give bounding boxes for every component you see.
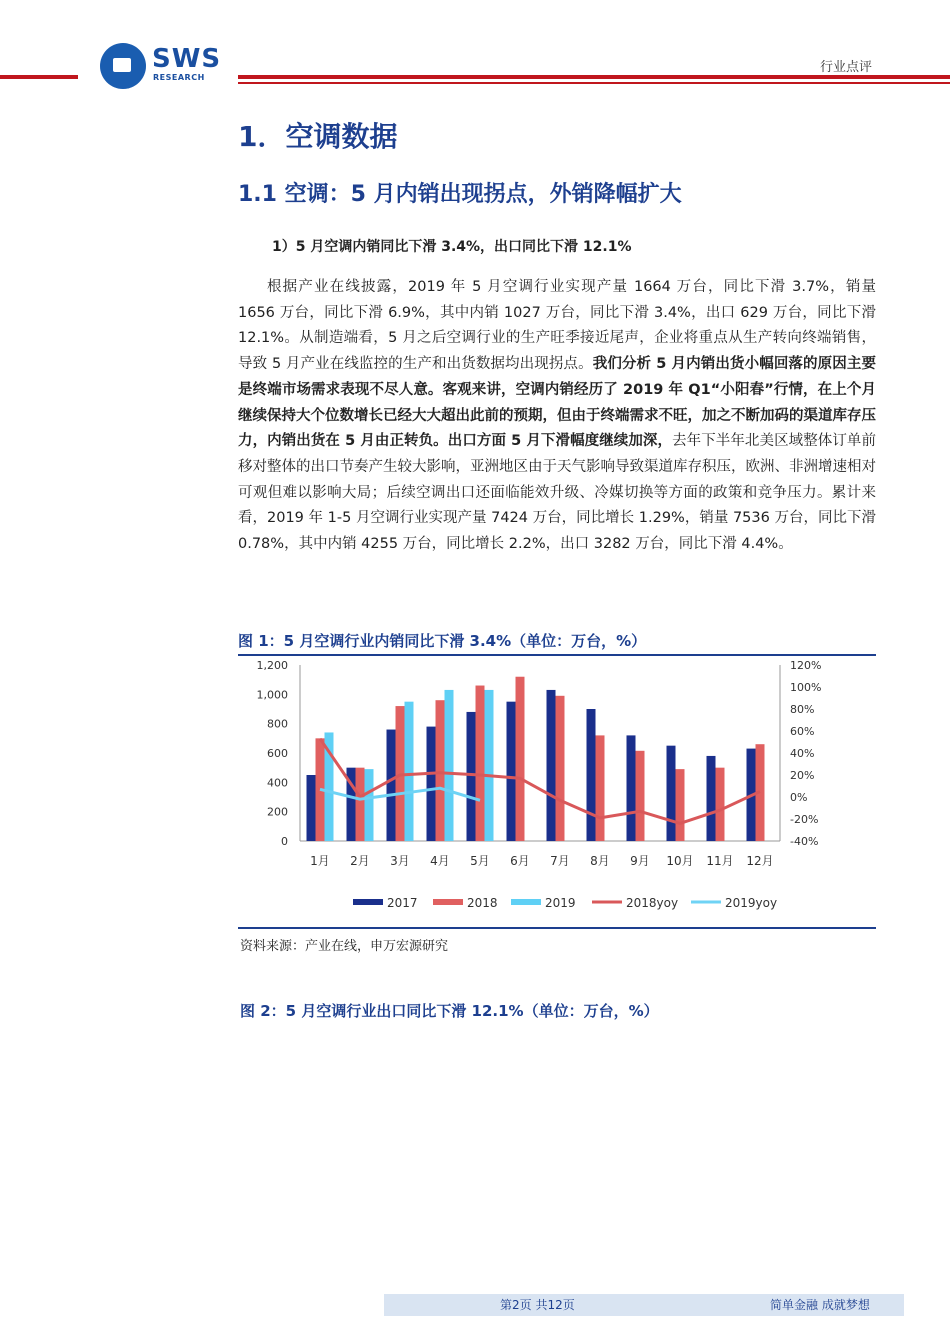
- legend-swatch-2019: [511, 899, 541, 905]
- x-tick-label: 11月: [706, 854, 734, 868]
- bar-2018: [596, 735, 605, 841]
- left-tick-label: 400: [267, 776, 288, 790]
- header-rule-left: [0, 75, 78, 79]
- right-tick-label: 40%: [790, 747, 815, 760]
- bar-2017: [547, 690, 556, 841]
- x-tick-label: 12月: [746, 854, 774, 868]
- figure2-title: 图 2：5 月空调行业出口同比下滑 12.1%（单位：万台，%）: [240, 1002, 659, 1020]
- right-tick-label: 0%: [790, 791, 808, 804]
- left-tick-label: 800: [267, 717, 288, 731]
- legend-label: 2019: [545, 896, 576, 910]
- legend-label: 2018yoy: [626, 896, 679, 910]
- bar-2017: [587, 709, 596, 841]
- legend-label: 2018: [467, 896, 498, 910]
- x-tick-label: 9月: [630, 854, 650, 868]
- report-category: 行业点评: [820, 60, 873, 75]
- paragraph-text-1: 根据产业在线披露，2019 年 5 月空调行业实现产量 1664 万台，同比下滑 3.7%，销量 1656 万台，同比下滑 6.9%，其中内销 1027 万台，同比下滑 3.4%，出口 629 万台，同比下滑 12.1%。从制造端看，5 月之后空调行业的生产旺季接近尾声，企业将重点从生产转向终端销售，导致 5 月产业在线监控的生产和出货数据均出现拐点。: [238, 279, 876, 373]
- bar-2017: [667, 746, 676, 841]
- x-tick-label: 3月: [390, 854, 410, 868]
- x-tick-label: 7月: [550, 854, 570, 868]
- figure1-chart: [238, 656, 878, 926]
- x-tick-label: 10月: [666, 854, 694, 868]
- logo-square-icon: [113, 58, 131, 72]
- bar-2019: [405, 702, 414, 841]
- bar-2017: [507, 702, 516, 841]
- bar-2018: [716, 768, 725, 841]
- x-tick-label: 1月: [310, 854, 330, 868]
- right-tick-label: 100%: [790, 681, 822, 694]
- right-tick-label: 80%: [790, 703, 815, 716]
- legend-label: 2017: [387, 896, 418, 910]
- bar-2017: [627, 735, 636, 841]
- legend-label: 2019yoy: [725, 896, 778, 910]
- right-tick-label: 120%: [790, 659, 822, 672]
- bar-2018: [556, 696, 565, 841]
- logo-subtext: RESEARCH: [153, 73, 205, 82]
- left-tick-label: 200: [267, 805, 288, 819]
- bar-2018: [636, 751, 645, 841]
- bar-2017: [307, 775, 316, 841]
- bar-2017: [467, 712, 476, 841]
- header-rule-right-thin: [238, 82, 950, 84]
- right-tick-label: -20%: [790, 813, 819, 826]
- bar-2019: [485, 690, 494, 841]
- x-tick-label: 4月: [430, 854, 450, 868]
- body-paragraph: [238, 275, 876, 558]
- left-tick-label: 1,200: [256, 659, 288, 672]
- bar-2018: [516, 677, 525, 841]
- left-tick-label: 1,000: [256, 688, 288, 702]
- right-tick-label: 60%: [790, 725, 815, 738]
- bar-2018: [356, 768, 365, 841]
- right-tick-label: 20%: [790, 769, 815, 782]
- figure1-bottom-rule: [238, 927, 876, 929]
- paragraph-bold-text: 我们分析 5 月内销出货小幅回落的原因主要是终端市场需求表现不尽人意。客观来讲，空调内销经历了 2019 年 Q1“小阳春”行情，在上个月继续保持大个位数增长已经大大超出此前的预期，但由于终端需求不旺，加之不断加码的渠道库存压力，内销出货在 5 月由正转负。出口方面 5 月下滑幅度继续加深，: [238, 356, 876, 450]
- bar-2018: [676, 769, 685, 841]
- legend-swatch-2018: [433, 899, 463, 905]
- section-heading: 1．空调数据: [238, 120, 398, 153]
- legend-swatch-2017: [353, 899, 383, 905]
- bar-2018: [436, 700, 445, 841]
- left-tick-label: 600: [267, 747, 288, 760]
- point-heading: 1）5 月空调内销同比下滑 3.4%，出口同比下滑 12.1%: [272, 239, 632, 255]
- right-tick-label: -40%: [790, 835, 819, 848]
- bar-2017: [387, 730, 396, 841]
- figure1-source: 资料来源：产业在线，申万宏源研究: [240, 939, 449, 954]
- x-tick-label: 5月: [470, 854, 490, 868]
- bar-2017: [707, 756, 716, 841]
- header-rule-right: [238, 75, 950, 79]
- bar-2019: [445, 690, 454, 841]
- page-number: 第2页 共12页: [500, 1298, 575, 1312]
- logo-text: SWS: [152, 44, 222, 74]
- line-2018yoy: [320, 739, 760, 824]
- x-tick-label: 2月: [350, 854, 370, 868]
- bar-2017: [427, 727, 436, 841]
- bar-2019: [365, 769, 374, 841]
- left-tick-label: 0: [281, 835, 288, 848]
- subsection-heading: 1.1 空调：5 月内销出现拐点，外销降幅扩大: [238, 182, 682, 207]
- footer-slogan: 简单金融 成就梦想: [770, 1298, 870, 1312]
- x-tick-label: 8月: [590, 854, 610, 868]
- figure1-title: 图 1：5 月空调行业内销同比下滑 3.4%（单位：万台，%）: [238, 632, 647, 650]
- paragraph-text-2: 去年下半年北美区域整体订单前移对整体的出口节奏产生较大影响，亚洲地区由于天气影响导致渠道库存积压，欧洲、非洲增速相对可观但难以影响大局；后续空调出口还面临能效升级、冷媒切换等方面的政策和竞争压力。累计来看，2019 年 1-5 月空调行业实现产量 7424 万台，同比增长 1.29%，销量 7536 万台，同比下滑 0.78%，其中内销 4255 万台，同比增长 2.2%，出口 3282 万台，同比下滑 4.4%。: [238, 433, 877, 553]
- bar-2018: [476, 686, 485, 841]
- x-tick-label: 6月: [510, 854, 530, 868]
